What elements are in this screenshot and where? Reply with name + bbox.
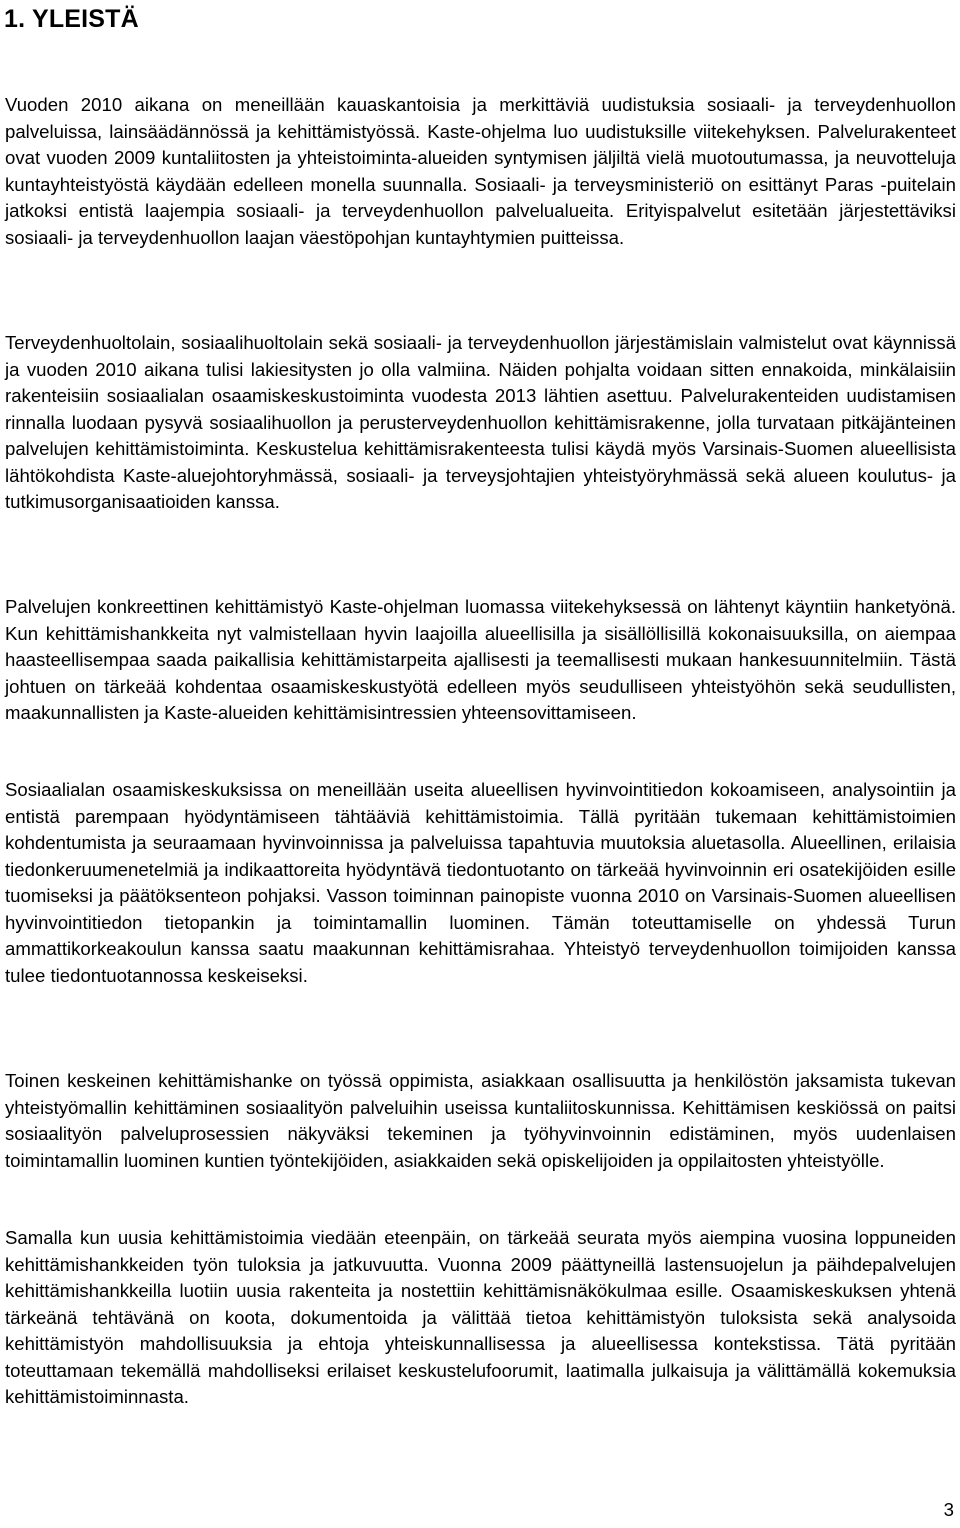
paragraph-6: Samalla kun uusia kehittämistoimia viedään eteenpäin, on tärkeää seurata myös aiempina vuosina loppuneiden kehittämishankkeiden työn tuloksia ja jatkuvuutta. Vuonna 2009 päättyneillä lastensuojelun ja päihdepalvelujen kehittämishankkeilla luotiin uusia rakenteita ja nostettiin kehittämisnäkökulmaa esille. Osaamiskeskuksen yhtenä tärkeänä tehtävänä on koota, dokumentoida ja välittää tietoa kehittämistyön tuloksista sekä analysoida kehittämistyön mahdollisuuksia ja ehtoja yhteiskunnallisessa ja alueellisessa kontekstissa. Tätä pyritään toteuttamaan tekemällä mahdolliseksi erilaiset keskustelufoorumit, laatimalla julkaisuja ja välittämällä kokemuksia kehittämistoiminnasta. xyxy=(5,1227,956,1407)
page-number: 3 xyxy=(943,1499,954,1520)
paragraph-5: Toinen keskeinen kehittämishanke on työssä oppimista, asiakkaan osallisuutta ja henkilöstön jaksamista tukevan yhteistyömallin kehittäminen sosiaalityön palveluihin useissa kuntaliitoskunnissa. Kehittämisen keskiössä on paitsi sosiaalityön palveluprosessien näkyväksi tekeminen ja työhyvinvoinnin edistäminen, myös uudenlaisen toimintamallin luominen kuntien työntekijöiden, asiakkaiden sekä opiskelijoiden ja oppilaitosten yhteistyölle. xyxy=(5,1070,956,1171)
section-heading: 1. YLEISTÄ xyxy=(4,5,139,33)
paragraph-2: Terveydenhuoltolain, sosiaalihuoltolain sekä sosiaali- ja terveydenhuollon järjestämislain valmistelut ovat käynnissä ja vuoden 2010 aikana tulisi lakiesitysten jo olla valmiina. Näiden pohjalta voidaan sitten ennakoida, minkälaisiin rakenteisiin sosiaalialan osaamiskeskustoiminta vuodesta 2013 lähtien asettuu. Palvelurakenteiden uudistamisen rinnalla luodaan pysyvä sosiaalihuollon ja perusterveydenhuollon kehittämisrakenne, jolla turvataan pitkäjänteinen palvelujen kehittämistoiminta. Keskustelua kehittämisrakenteesta tulisi käydä myös Varsinais-Suomen alueellisista lähtökohdista Kaste-aluejohtoryhmässä, sosiaali- ja terveysjohtajien yhteistyöryhmässä sekä alueen koulutus- ja tutkimusorganisaatioiden kanssa. xyxy=(5,332,956,512)
paragraph-3: Palvelujen konkreettinen kehittämistyö Kaste-ohjelman luomassa viitekehyksessä on lähtenyt käyntiin hanketyönä. Kun kehittämishankkeita nyt valmistellaan hyvin laajoilla alueellisilla ja sisällöllisillä kokonaisuuksilla, on aiempaa haasteellisempaa saada paikallisia kehittämistarpeita ajallisesti ja teemallisesti mukaan hankesuunnitelmiin. Tästä johtuen on tärkeää kohdentaa osaamiskeskustyötä edelleen myös seudulliseen yhteistyöhön sekä seudullisten, maakunnallisten ja Kaste-alueiden kehittämisintressien yhteensovittamiseen. xyxy=(5,596,956,723)
paragraph-1: Vuoden 2010 aikana on meneillään kauaskantoisia ja merkittäviä uudistuksia sosiaali- ja terveydenhuollon palveluissa, lainsäädännössä ja kehittämistyössä. Kaste-ohjelma luo uudistuksille viitekehyksen. Palvelurakenteet ovat vuoden 2009 kuntaliitosten ja yhteistoiminta-alueiden syntymisen jäljiltä vielä muotoutumassa, ja neuvotteluja kuntayhteistyöstä käydään edelleen monella suunnalla. Sosiaali- ja terveysministeriö on esittänyt Paras -puitelain jatkoksi entistä laajempia sosiaali- ja terveydenhuollon palvelualueita. Erityispalvelut esitetään järjestettäviksi sosiaali- ja terveydenhuollon laajan väestöpohjan kuntayhtymien puitteissa. xyxy=(5,94,956,248)
paragraph-4: Sosiaalialan osaamiskeskuksissa on meneillään useita alueellisen hyvinvointitiedon kokoamiseen, analysointiin ja entistä parempaan hyödyntämiseen tähtääviä kehittämistoimia. Tällä pyritään tukemaan kehittämistoimien kohdentumista ja seuraamaan hyvinvoinnissa ja palveluissa tapahtuvia muutoksia aluetasolla. Alueellinen, erilaisia tiedonkeruumenetelmiä ja indikaattoreita hyödyntävä tiedontuotanto on tärkeää hyvinvoinnin eri osatekijöiden esille tuomiseksi ja päätöksenteon pohjaksi. Vasson toiminnan painopiste vuonna 2010 on Varsinais-Suomen alueellisen hyvinvointitiedon tietopankin ja toimintamallin luominen. Tämän toteuttamiselle on yhdessä Turun ammattikorkeakoulun kanssa saatu maakunnan kehittämisrahaa. Yhteistyö terveydenhuollon toimijoiden kanssa tulee tiedontuotannossa keskeiseksi. xyxy=(5,779,956,986)
